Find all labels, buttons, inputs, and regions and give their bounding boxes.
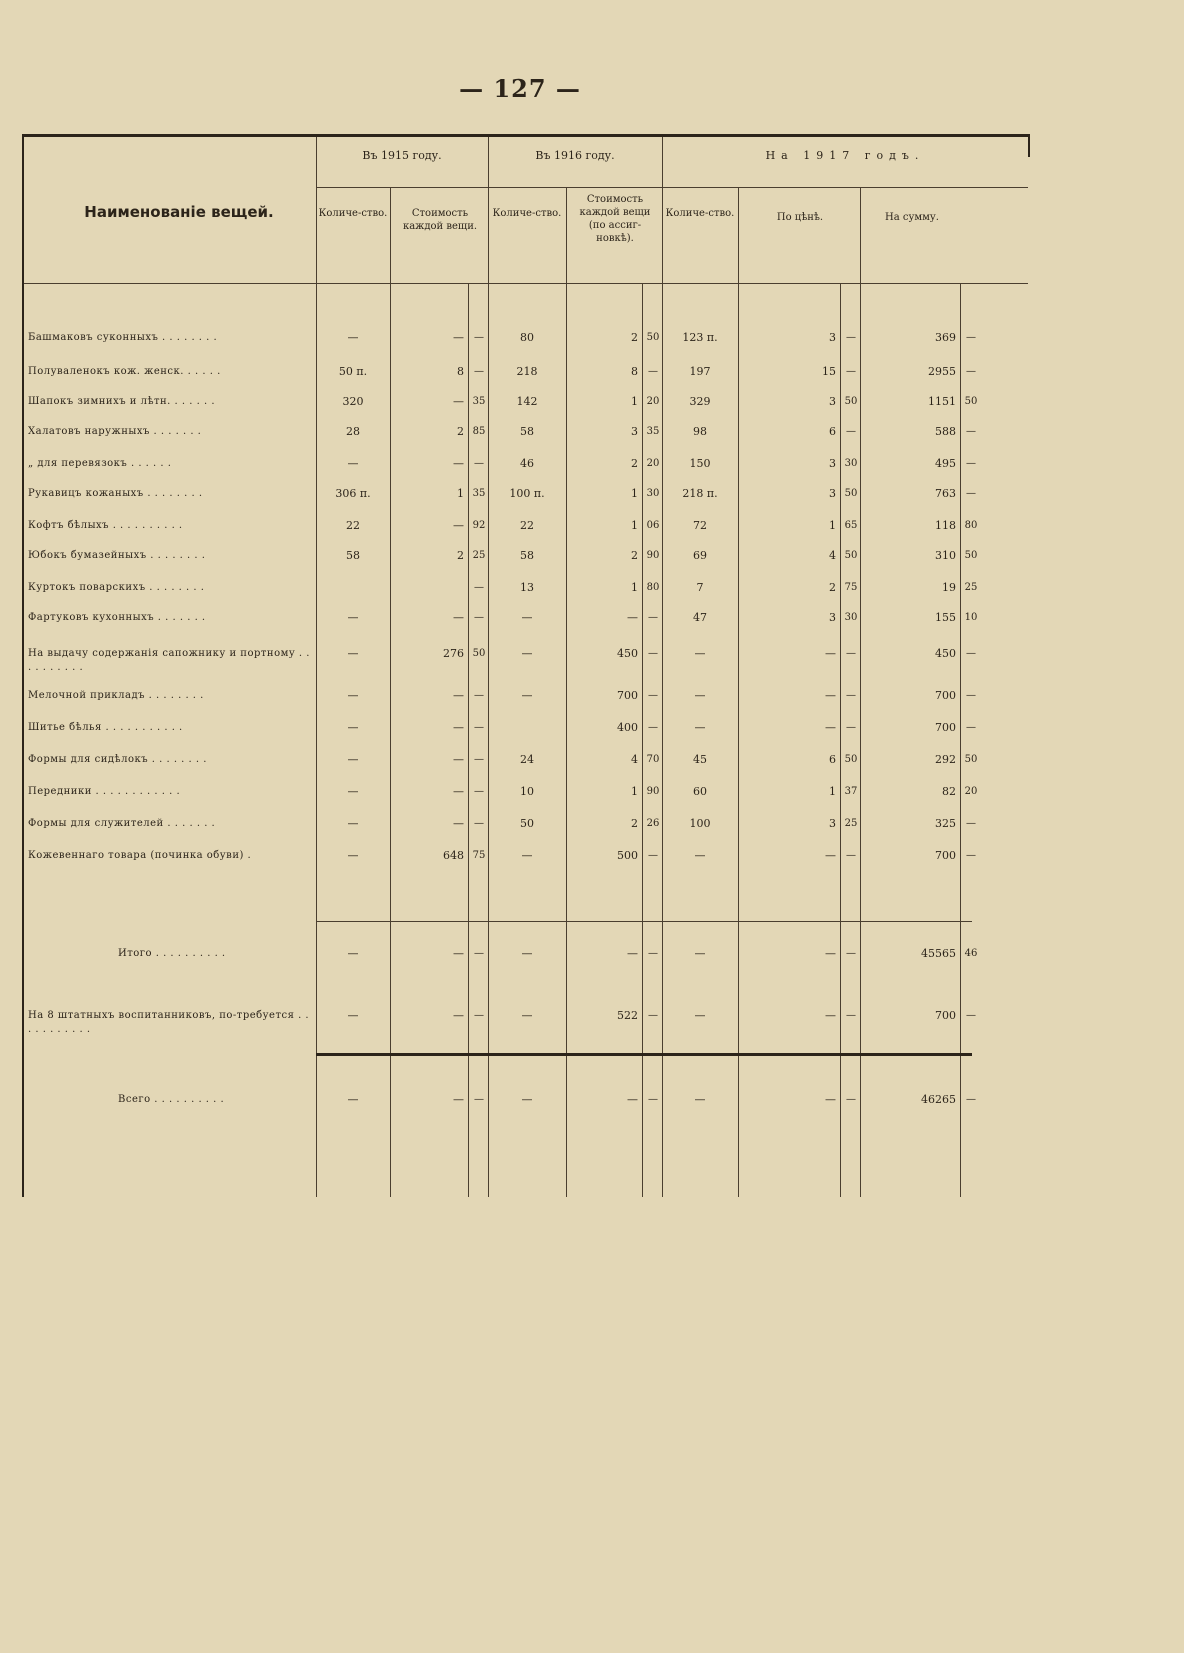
cell-q15: — bbox=[347, 947, 359, 960]
col-divider bbox=[1028, 137, 1030, 157]
cell-p15: 1 bbox=[457, 487, 464, 500]
cell-q15: — bbox=[347, 753, 359, 766]
cell-p15: 648 bbox=[443, 849, 464, 862]
subheader-qty-1917: Количе-ство. bbox=[665, 208, 735, 219]
cell-pc17: 75 bbox=[844, 582, 858, 593]
col-divider bbox=[738, 187, 739, 1197]
cell-s17: 292 bbox=[935, 753, 956, 766]
cell-q15: — bbox=[347, 331, 359, 344]
col-divider bbox=[840, 283, 841, 1197]
cell-q17: 123 п. bbox=[682, 331, 718, 344]
cell-pc17: 30 bbox=[844, 458, 858, 469]
cell-q17: 7 bbox=[696, 581, 704, 594]
cell-q16: — bbox=[521, 1093, 533, 1106]
cell-q17: 329 bbox=[689, 395, 711, 408]
cell-q17: — bbox=[694, 721, 706, 734]
item-name: Кожевеннаго товара (починка обуви) . bbox=[28, 850, 252, 861]
row-divider bbox=[316, 921, 972, 922]
cell-c15: 75 bbox=[472, 850, 486, 861]
group-header-1916: Въ 1916 году. bbox=[535, 149, 615, 162]
cell-s17: 1151 bbox=[928, 395, 956, 408]
cell-q17: 197 bbox=[689, 365, 711, 378]
cell-c16: 30 bbox=[646, 488, 660, 499]
cell-p15: — bbox=[453, 721, 464, 734]
cell-c15: — bbox=[474, 366, 484, 377]
cell-p16: 2 bbox=[631, 457, 638, 470]
row-divider bbox=[316, 187, 1028, 188]
cell-sc17: — bbox=[966, 722, 976, 733]
cell-pc17: 50 bbox=[844, 488, 858, 499]
cell-pc17: 50 bbox=[844, 754, 858, 765]
cell-s17: 700 bbox=[935, 1009, 956, 1022]
cell-q15: — bbox=[347, 647, 359, 660]
cell-s17: 700 bbox=[935, 689, 956, 702]
cell-c15: — bbox=[474, 818, 484, 829]
cell-p16: 1 bbox=[631, 785, 638, 798]
cell-c15: 92 bbox=[472, 520, 486, 531]
cell-p15: 2 bbox=[457, 425, 464, 438]
cell-pr17: 3 bbox=[829, 331, 836, 344]
cell-q17: — bbox=[694, 947, 706, 960]
cell-q16: 58 bbox=[520, 425, 534, 438]
cell-s17: 495 bbox=[935, 457, 956, 470]
cell-pc17: — bbox=[846, 948, 856, 959]
cell-sc17: — bbox=[966, 366, 976, 377]
cell-c15: — bbox=[474, 690, 484, 701]
item-name: Итого . . . . . . . . . . bbox=[118, 948, 226, 959]
cell-c16: — bbox=[648, 850, 658, 861]
cell-p16: 3 bbox=[631, 425, 638, 438]
cell-pr17: 6 bbox=[829, 753, 836, 766]
cell-pr17: 4 bbox=[829, 549, 836, 562]
cell-p15: — bbox=[453, 519, 464, 532]
cell-pr17: — bbox=[825, 647, 836, 660]
cell-p16: 1 bbox=[631, 395, 638, 408]
cell-sc17: — bbox=[966, 488, 976, 499]
cell-pc17: 65 bbox=[844, 520, 858, 531]
cell-p15: 276 bbox=[443, 647, 464, 660]
cell-c16: 90 bbox=[646, 550, 660, 561]
cell-sc17: 46 bbox=[964, 948, 978, 959]
cell-pr17: 3 bbox=[829, 611, 836, 624]
cell-q15: — bbox=[347, 817, 359, 830]
cell-q16: — bbox=[521, 947, 533, 960]
cell-p15: — bbox=[453, 331, 464, 344]
cell-sc17: — bbox=[966, 1094, 976, 1105]
cell-q15: — bbox=[347, 1009, 359, 1022]
cell-q15: — bbox=[347, 689, 359, 702]
cell-pr17: 15 bbox=[822, 365, 836, 378]
cell-p16: 2 bbox=[631, 549, 638, 562]
cell-s17: 155 bbox=[935, 611, 956, 624]
cell-p16: 2 bbox=[631, 331, 638, 344]
cell-pr17: — bbox=[825, 1009, 836, 1022]
row-divider bbox=[316, 1053, 972, 1056]
cell-p16: 522 bbox=[617, 1009, 638, 1022]
cell-sc17: — bbox=[966, 850, 976, 861]
cell-sc17: 20 bbox=[964, 786, 978, 797]
cell-c16: 26 bbox=[646, 818, 660, 829]
cell-pr17: 3 bbox=[829, 487, 836, 500]
item-name: На 8 штатныхъ воспитанниковъ, по-требуется . . . . . . . . . . . bbox=[28, 1010, 310, 1035]
cell-q15: — bbox=[347, 721, 359, 734]
cell-pc17: — bbox=[846, 366, 856, 377]
cell-c16: — bbox=[648, 648, 658, 659]
cell-p16: 500 bbox=[617, 849, 638, 862]
item-name: Всего . . . . . . . . . . bbox=[118, 1094, 225, 1105]
cell-c15: — bbox=[474, 948, 484, 959]
cell-sc17: 50 bbox=[964, 550, 978, 561]
item-name: Формы для служителей . . . . . . . bbox=[28, 818, 216, 829]
cell-c16: 20 bbox=[646, 396, 660, 407]
cell-q16: 46 bbox=[520, 457, 534, 470]
cell-pc17: — bbox=[846, 332, 856, 343]
cell-c15: — bbox=[474, 786, 484, 797]
cell-sc17: — bbox=[966, 1010, 976, 1021]
group-header-1917: На 1917 годъ. bbox=[765, 149, 925, 162]
subheader-qty-1916: Количе-ство. bbox=[492, 208, 562, 219]
cell-p15: — bbox=[453, 1093, 464, 1106]
cell-pc17: — bbox=[846, 648, 856, 659]
col-divider bbox=[566, 187, 567, 1197]
cell-sc17: 50 bbox=[964, 396, 978, 407]
col-divider bbox=[860, 187, 861, 1197]
cell-p16: 1 bbox=[631, 519, 638, 532]
cell-c16: — bbox=[648, 1094, 658, 1105]
item-name: Кофтъ бѣлыхъ . . . . . . . . . . bbox=[28, 520, 183, 531]
cell-c15: 25 bbox=[472, 550, 486, 561]
cell-q16: — bbox=[521, 1009, 533, 1022]
cell-s17: 310 bbox=[935, 549, 956, 562]
cell-c16: 90 bbox=[646, 786, 660, 797]
cell-pc17: — bbox=[846, 1010, 856, 1021]
name-column-header: Наименованіе вещей. bbox=[84, 203, 274, 221]
col-divider bbox=[642, 283, 643, 1197]
cell-q17: 150 bbox=[689, 457, 711, 470]
cell-sc17: — bbox=[966, 818, 976, 829]
cell-p15: — bbox=[453, 395, 464, 408]
cell-s17: 450 bbox=[935, 647, 956, 660]
cell-pc17: — bbox=[846, 426, 856, 437]
cell-q15: — bbox=[347, 785, 359, 798]
cell-q15: — bbox=[347, 849, 359, 862]
cell-p16: 700 bbox=[617, 689, 638, 702]
subheader-price-1917: По цѣнѣ. bbox=[776, 212, 824, 223]
cell-c16: — bbox=[648, 690, 658, 701]
cell-pc17: — bbox=[846, 1094, 856, 1105]
item-name: Башмаковъ суконныхъ . . . . . . . . bbox=[28, 332, 218, 343]
group-header-1915: Въ 1915 году. bbox=[362, 149, 442, 162]
cell-q17: 60 bbox=[693, 785, 707, 798]
cell-sc17: — bbox=[966, 426, 976, 437]
item-name: Куртокъ поварскихъ . . . . . . . . bbox=[28, 582, 205, 593]
cell-q16: 13 bbox=[520, 581, 534, 594]
item-name: Шапокъ зимнихъ и лѣтн. . . . . . . bbox=[28, 396, 216, 407]
col-divider bbox=[316, 137, 317, 1197]
cell-p16: 1 bbox=[631, 487, 638, 500]
cell-sc17: — bbox=[966, 458, 976, 469]
cell-pc17: 37 bbox=[844, 786, 858, 797]
item-name: Мелочной прикладъ . . . . . . . . bbox=[28, 690, 204, 701]
cell-pr17: — bbox=[825, 1093, 836, 1106]
cell-q17: 45 bbox=[693, 753, 707, 766]
cell-s17: 700 bbox=[935, 849, 956, 862]
cell-sc17: — bbox=[966, 690, 976, 701]
cell-c15: — bbox=[474, 754, 484, 765]
subheader-price-1916: Стоимость каждой вещи (по ассиг-новкѣ). bbox=[579, 194, 651, 244]
cell-p15: — bbox=[453, 457, 464, 470]
cell-pr17: 6 bbox=[829, 425, 836, 438]
cell-q16: — bbox=[521, 647, 533, 660]
cell-c16: 06 bbox=[646, 520, 660, 531]
cell-c16: — bbox=[648, 366, 658, 377]
cell-sc17: 80 bbox=[964, 520, 978, 531]
cell-pc17: 50 bbox=[844, 396, 858, 407]
item-name: Халатовъ наружныхъ . . . . . . . bbox=[28, 426, 202, 437]
cell-q16: — bbox=[521, 689, 533, 702]
cell-q17: — bbox=[694, 849, 706, 862]
cell-pr17: 3 bbox=[829, 817, 836, 830]
cell-c16: 20 bbox=[646, 458, 660, 469]
cell-c16: 80 bbox=[646, 582, 660, 593]
cell-q16: 80 bbox=[520, 331, 534, 344]
cell-p16: 4 bbox=[631, 753, 638, 766]
cell-pr17: 1 bbox=[829, 785, 836, 798]
cell-c15: — bbox=[474, 332, 484, 343]
cell-c15: — bbox=[474, 722, 484, 733]
cell-p16: — bbox=[627, 1093, 638, 1106]
col-divider bbox=[662, 137, 663, 1197]
cell-q16: 10 bbox=[520, 785, 534, 798]
cell-q16: — bbox=[521, 611, 533, 624]
cell-c15: 85 bbox=[472, 426, 486, 437]
cell-q17: 47 bbox=[693, 611, 707, 624]
cell-sc17: 10 bbox=[964, 612, 978, 623]
cell-pc17: — bbox=[846, 690, 856, 701]
cell-p16: — bbox=[627, 611, 638, 624]
cell-c16: 50 bbox=[646, 332, 660, 343]
cell-q15: — bbox=[347, 611, 359, 624]
subheader-sum-1917: На сумму. bbox=[885, 212, 939, 223]
cell-p15: — bbox=[453, 611, 464, 624]
cell-q16: 24 bbox=[520, 753, 534, 766]
cell-c15: — bbox=[474, 1010, 484, 1021]
subheader-price-1915: Стоимость каждой вещи. bbox=[402, 208, 478, 232]
cell-p16: 2 bbox=[631, 817, 638, 830]
item-name: „ для перевязокъ . . . . . . bbox=[28, 458, 172, 469]
cell-c15: 35 bbox=[472, 396, 486, 407]
cell-q17: 72 bbox=[693, 519, 707, 532]
cell-pc17: 30 bbox=[844, 612, 858, 623]
cell-q16: 100 п. bbox=[509, 487, 545, 500]
subheader-qty-1915: Количе-ство. bbox=[318, 208, 388, 219]
cell-c16: 35 bbox=[646, 426, 660, 437]
cell-c16: — bbox=[648, 612, 658, 623]
cell-q17: 69 bbox=[693, 549, 707, 562]
cell-c15: — bbox=[474, 1094, 484, 1105]
col-divider bbox=[468, 283, 469, 1197]
item-name: Фартуковъ кухонныхъ . . . . . . . bbox=[28, 612, 206, 623]
cell-sc17: 50 bbox=[964, 754, 978, 765]
cell-q17: 218 п. bbox=[682, 487, 718, 500]
cell-q16: 218 bbox=[516, 365, 538, 378]
item-name: Шитье бѣлья . . . . . . . . . . . bbox=[28, 722, 183, 733]
cell-sc17: — bbox=[966, 332, 976, 343]
cell-p15: 8 bbox=[457, 365, 464, 378]
cell-q16: 142 bbox=[516, 395, 538, 408]
cell-q16: 22 bbox=[520, 519, 534, 532]
cell-s17: 588 bbox=[935, 425, 956, 438]
cell-q16: — bbox=[521, 849, 533, 862]
cell-q15: 320 bbox=[342, 395, 364, 408]
page-number: — 127 — bbox=[459, 74, 581, 103]
col-divider bbox=[390, 187, 391, 1197]
cell-s17: 19 bbox=[942, 581, 956, 594]
cell-p16: 400 bbox=[617, 721, 638, 734]
cell-p16: 8 bbox=[631, 365, 638, 378]
cell-pr17: 3 bbox=[829, 395, 836, 408]
cell-c16: — bbox=[648, 722, 658, 733]
cell-pr17: — bbox=[825, 689, 836, 702]
cell-q17: — bbox=[694, 1093, 706, 1106]
cell-p15: 2 bbox=[457, 549, 464, 562]
row-divider bbox=[24, 283, 1028, 284]
cell-p15: — bbox=[453, 1009, 464, 1022]
item-name: Рукавицъ кожаныхъ . . . . . . . . bbox=[28, 488, 203, 499]
cell-s17: 700 bbox=[935, 721, 956, 734]
cell-c16: 70 bbox=[646, 754, 660, 765]
cell-c16: — bbox=[648, 1010, 658, 1021]
item-name: Юбокъ бумазейныхъ . . . . . . . . bbox=[28, 550, 206, 561]
cell-p15: — bbox=[453, 817, 464, 830]
cell-p15: — bbox=[453, 947, 464, 960]
cell-s17: 118 bbox=[935, 519, 956, 532]
ledger-table bbox=[22, 134, 1030, 1197]
cell-q17: 100 bbox=[689, 817, 711, 830]
cell-q15: 50 п. bbox=[338, 365, 368, 378]
cell-q16: 58 bbox=[520, 549, 534, 562]
cell-pr17: — bbox=[825, 849, 836, 862]
cell-q16: 50 bbox=[520, 817, 534, 830]
cell-c15: 35 bbox=[472, 488, 486, 499]
cell-q15: 58 bbox=[346, 549, 360, 562]
cell-p16: 450 bbox=[617, 647, 638, 660]
cell-c15: — bbox=[474, 458, 484, 469]
cell-s17: 369 bbox=[935, 331, 956, 344]
cell-pr17: 3 bbox=[829, 457, 836, 470]
cell-pr17: 1 bbox=[829, 519, 836, 532]
cell-q17: 98 bbox=[693, 425, 707, 438]
cell-q15: 28 bbox=[346, 425, 360, 438]
cell-p16: — bbox=[627, 947, 638, 960]
cell-s17: 46265 bbox=[921, 1093, 956, 1106]
cell-pr17: 2 bbox=[829, 581, 836, 594]
col-divider bbox=[960, 283, 961, 1197]
cell-s17: 325 bbox=[935, 817, 956, 830]
cell-c15: — bbox=[474, 612, 484, 623]
cell-sc17: — bbox=[966, 648, 976, 659]
cell-q15: — bbox=[347, 457, 359, 470]
cell-pc17: — bbox=[846, 850, 856, 861]
cell-p15: — bbox=[453, 689, 464, 702]
cell-q17: — bbox=[694, 689, 706, 702]
cell-p15: — bbox=[453, 785, 464, 798]
cell-q17: — bbox=[694, 647, 706, 660]
cell-p15: — bbox=[453, 753, 464, 766]
cell-s17: 2955 bbox=[928, 365, 956, 378]
cell-pr17: — bbox=[825, 721, 836, 734]
cell-c16: — bbox=[648, 948, 658, 959]
cell-p16: 1 bbox=[631, 581, 638, 594]
cell-pc17: — bbox=[846, 722, 856, 733]
cell-pc17: 25 bbox=[844, 818, 858, 829]
cell-s17: 763 bbox=[935, 487, 956, 500]
cell-q15: 306 п. bbox=[335, 487, 371, 500]
item-name: На выдачу содержанія сапожнику и портному . . . . . . . . . . bbox=[28, 648, 310, 673]
col-divider bbox=[488, 137, 489, 1197]
cell-q15: 22 bbox=[346, 519, 360, 532]
item-name: Формы для сидѣлокъ . . . . . . . . bbox=[28, 754, 207, 765]
cell-s17: 45565 bbox=[921, 947, 956, 960]
cell-c15: 50 bbox=[472, 648, 486, 659]
cell-pr17: — bbox=[825, 947, 836, 960]
cell-q15: — bbox=[347, 1093, 359, 1106]
cell-c15: — bbox=[474, 582, 484, 593]
cell-q17: — bbox=[694, 1009, 706, 1022]
cell-s17: 82 bbox=[942, 785, 956, 798]
cell-pc17: 50 bbox=[844, 550, 858, 561]
item-name: Полуваленокъ кож. женск. . . . . . bbox=[28, 366, 221, 377]
cell-sc17: 25 bbox=[964, 582, 978, 593]
item-name: Передники . . . . . . . . . . . . bbox=[28, 786, 181, 797]
